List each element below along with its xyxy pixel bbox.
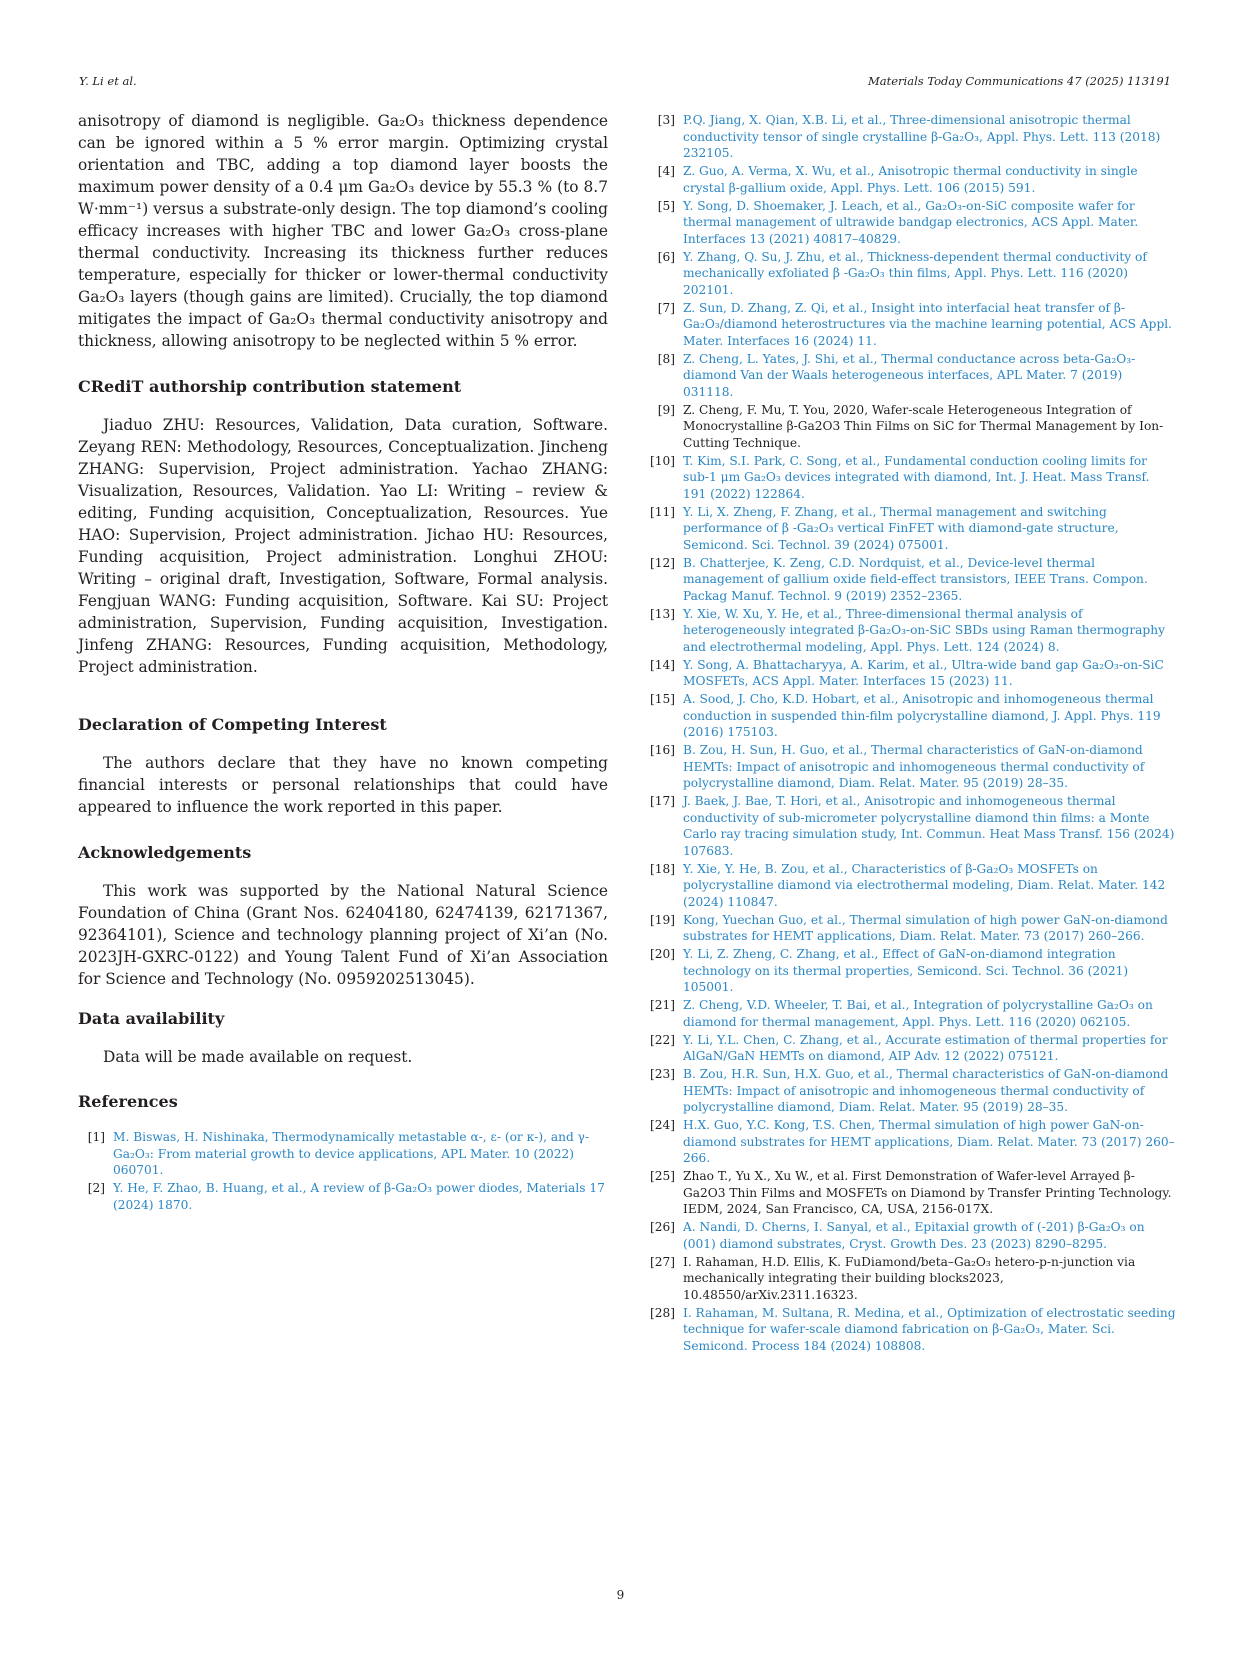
reference-item (648, 198, 1176, 248)
data-availability-heading: Data availability (78, 1009, 225, 1028)
reference-number: [18] (649, 861, 675, 876)
reference-number: [2] (87, 1181, 105, 1195)
reference-item (648, 997, 1176, 1030)
reference-number: [27] (649, 1254, 675, 1269)
reference-item (648, 946, 1176, 996)
reference-item (648, 1032, 1176, 1065)
reference-number: [12] (649, 555, 675, 570)
reference-number: [26] (649, 1220, 675, 1234)
reference-number: [14] (649, 657, 675, 672)
reference-link[interactable]: Y. He, F. Zhao, B. Huang, et al., A review of β-Ga₂O₃ power diodes, Materials 17 (2024) 1870. (113, 1181, 605, 1212)
reference-number: [23] (649, 1067, 675, 1081)
reference-item (648, 1066, 1176, 1116)
reference-link[interactable]: M. Biswas, H. Nishinaka, Thermodynamically metastable α-, ε- (or κ-), and γ-Ga₂O₃: From material growth to device applications, APL Mater. 10 (2022) 060701. (113, 1130, 590, 1177)
acknowledgements-heading: Acknowledgements (78, 843, 252, 862)
reference-link[interactable]: Y. Zhang, Q. Su, J. Zhu, et al., Thickness-dependent thermal conductivity of mechanically exfoliated β -Ga₂O₃ thin films, Appl. Phys. Lett. 116 (2020) 202101. (683, 249, 1147, 297)
reference-link[interactable]: B. Chatterjee, K. Zeng, C.D. Nordquist, et al., Device-level thermal management of gallium oxide field-effect transistors, IEEE Trans. Compon. Packag Manuf. Technol. 9 (2019) 2352–2365. (683, 555, 1148, 603)
reference-link[interactable]: B. Zou, H.R. Sun, H.X. Guo, et al., Thermal characteristics of GaN-on-diamond HEMTs: Impact of anisotropic and inhomogeneous thermal conductivity of polycrystalline diamond, Diam. Relat. Mater. 95 (2019) 28–35. (683, 1067, 1169, 1114)
conclusion-paragraph: anisotropy of diamond is negligible. Ga₂O₃ thickness dependence can be ignored within a 5 % error margin. Optimizing crystal orientation and TBC, adding a top diamond layer boosts the maximum power density of a 0.4 μm Ga₂O₃ device by 55.3 % (to 8.7 W·mm⁻¹) versus a substrate-only design. The top diamond’s cooling efficacy increases with higher TBC and lower Ga₂O₃ cross-plane thermal conductivity. Increasing its thickness further reduces temperature, especially for thicker or lower-thermal conductivity Ga₂O₃ layers (though gains are limited). Crucially, the top diamond mitigates the impact of Ga₂O₃ thermal conductivity anisotropy and thickness, allowing anisotropy to be neglected within 5 % error. (78, 112, 608, 350)
reference-item (648, 555, 1176, 605)
reference-link[interactable]: B. Zou, H. Sun, H. Guo, et al., Thermal characteristics of GaN-on-diamond HEMTs: Impact of anisotropic and inhomogeneous thermal conductivity of polycrystalline diamond, Diam. Relat. Mater. 95 (2019) 28–35. (683, 743, 1145, 790)
reference-link[interactable]: J. Baek, J. Bae, T. Hori, et al., Anisotropic and inhomogeneous thermal conductivity of sub-micrometer polycrystalline diamond thin films: a Monte Carlo ray tracing simulation study, Int. Commun. Heat Mass Transf. 156 (2024) 107683. (683, 794, 1175, 858)
reference-text: Zhao T., Yu X., Xu W., et al. First Demonstration of Wafer-level Arrayed β-Ga2O3 Thin Films and MOSFETs on Diamond by Transfer Printing Technology. IEDM, 2024, San Francisco, CA, USA, 2156-017X. (683, 1169, 1172, 1216)
reference-link[interactable]: Y. Li, Y.L. Chen, C. Zhang, et al., Accurate estimation of thermal properties for AlGaN/GaN HEMTs on diamond, AIP Adv. 12 (2022) 075121. (683, 1032, 1168, 1063)
reference-item (648, 249, 1176, 299)
reference-link[interactable]: A. Nandi, D. Cherns, I. Sanyal, et al., Epitaxial growth of (-201) β-Ga₂O₃ on (001) diamond substrates, Cryst. Growth Des. 23 (2023) 8290–8295. (683, 1220, 1145, 1251)
references-list-right (648, 112, 1176, 1356)
reference-number: [24] (649, 1118, 675, 1132)
reference-link[interactable]: Y. Li, Z. Zheng, C. Zhang, et al., Effect of GaN-on-diamond integration technology on its thermal properties, Semicond. Sci. Technol. 36 (2021) 105001. (683, 947, 1129, 994)
reference-text: I. Rahaman, H.D. Ellis, K. FuDiamond/beta–Ga₂O₃ hetero-p-n-junction via mechanically integrating their building blocks2023, 10.48550/arXiv.2311.16323. (683, 1254, 1136, 1302)
reference-number: [10] (649, 453, 675, 468)
reference-number: [6] (657, 249, 675, 264)
reference-number: [19] (649, 912, 675, 927)
reference-number: [11] (649, 504, 675, 519)
left-column (78, 110, 608, 1215)
reference-link[interactable]: Y. Song, D. Shoemaker, J. Leach, et al., Ga₂O₃-on-SiC composite wafer for thermal management of ultrawide bandgap electronics, ACS Appl. Mater. Interfaces 13 (2021) 40817–40829. (683, 198, 1139, 246)
reference-number: [5] (657, 198, 675, 213)
reference-number: [13] (649, 606, 675, 621)
reference-link[interactable]: Z. Sun, D. Zhang, Z. Qi, et al., Insight into interfacial heat transfer of β-Ga₂O₃/diamond heterostructures via the machine learning potential, ACS Appl. Mater. Interfaces 16 (2024) 11. (683, 300, 1173, 348)
reference-number: [21] (649, 998, 675, 1012)
reference-link[interactable]: Z. Cheng, L. Yates, J. Shi, et al., Thermal conductance across beta-Ga₂O₃-diamond Van der Waals heterogeneous interfaces, APL Mater. 7 (2019) 031118. (683, 351, 1136, 399)
reference-link[interactable]: T. Kim, S.I. Park, C. Song, et al., Fundamental conduction cooling limits for sub-1 μm Ga₂O₃ devices integrated with diamond, Int. J. Heat. Mass Transf. 191 (2022) 122864. (683, 453, 1150, 501)
reference-item (648, 402, 1176, 452)
reference-number: [7] (657, 300, 675, 315)
reference-number: [28] (649, 1305, 675, 1320)
credit-heading: CRediT authorship contribution statement (78, 377, 462, 396)
references-heading: References (78, 1092, 178, 1111)
acknowledgements-text: This work was supported by the National Natural Science Foundation of China (Grant Nos. 62404180, 62474139, 62171367, 92364101), Science and technology planning project of Xi’an (No. 2023JH-GXRC-0122) and Young Talent Fund of Xi’an Association for Science and Technology (No. 0959202513045). (78, 882, 608, 988)
reference-number: [17] (649, 794, 675, 808)
reference-item (648, 742, 1176, 792)
reference-item (648, 1168, 1176, 1218)
reference-item (648, 1254, 1176, 1304)
reference-item (648, 606, 1176, 656)
credit-text: Jiaduo ZHU: Resources, Validation, Data curation, Software. Zeyang REN: Methodology, Resources, Conceptualization. Jincheng ZHANG: Supervision, Project administration. Yachao ZHANG: Visualization, Resources, Validation. Yao LI: Writing – review & editing, Funding acquisition, Conceptualization, Resources. Yue HAO: Supervision, Project administration. Jichao HU: Resources, Funding acquisition, Project administration. Longhui ZHOU: Writing – original draft, Investigation, Software, Formal analysis. Fengjuan WANG: Funding acquisition, Software. Kai SU: Project administration, Supervision, Funding acquisition, Investigation. Jinfeng ZHANG: Resources, Funding acquisition, Methodology, Project administration. (78, 416, 608, 676)
reference-item (648, 300, 1176, 350)
reference-link[interactable]: A. Sood, J. Cho, K.D. Hobart, et al., Anisotropic and inhomogeneous thermal conduction in suspended thin-film polycrystalline diamond, J. Appl. Phys. 119 (2016) 175103. (683, 692, 1161, 739)
running-header-journal: Materials Today Communications 47 (2025) 113191 (868, 74, 1171, 88)
reference-link[interactable]: I. Rahaman, M. Sultana, R. Medina, et al., Optimization of electrostatic seeding technique for wafer-scale diamond fabrication on β-Ga₂O₃, Mater. Sci. Semicond. Process 184 (2024) 108808. (683, 1305, 1176, 1353)
reference-item (648, 1117, 1176, 1167)
reference-number: [15] (649, 692, 675, 706)
reference-link[interactable]: Kong, Yuechan Guo, et al., Thermal simulation of high power GaN-on-diamond substrates for HEMT applications, Diam. Relat. Mater. 73 (2017) 260–266. (683, 912, 1168, 943)
page-number: 9 (616, 1588, 625, 1602)
reference-link[interactable]: Y. Song, A. Bhattacharyya, A. Karim, et al., Ultra-wide band gap Ga₂O₃-on-SiC MOSFETs, ACS Appl. Mater. Interfaces 15 (2023) 11. (683, 657, 1164, 688)
reference-item (648, 912, 1176, 945)
reference-number: [4] (657, 164, 675, 178)
reference-link[interactable]: H.X. Guo, Y.C. Kong, T.S. Chen, Thermal simulation of high power GaN-on-diamond substrates for HEMT applications, Diam. Relat. Mater. 73 (2017) 260–266. (683, 1118, 1175, 1165)
reference-item (78, 1180, 608, 1213)
reference-item (648, 1219, 1176, 1252)
running-header-authors: Y. Li et al. (79, 74, 137, 88)
reference-item (648, 504, 1176, 554)
reference-text: Z. Cheng, F. Mu, T. You, 2020, Wafer-scale Heterogeneous Integration of Monocrystalline β-Ga2O3 Thin Films on SiC for Thermal Management by Ion-Cutting Technique. (683, 402, 1164, 450)
reference-item (648, 453, 1176, 503)
reference-link[interactable]: Z. Cheng, V.D. Wheeler, T. Bai, et al., Integration of polycrystalline Ga₂O₃ on diamond for thermal management, Appl. Phys. Lett. 116 (2020) 062105. (683, 998, 1153, 1029)
reference-link[interactable]: Y. Xie, W. Xu, Y. He, et al., Three-dimensional thermal analysis of heterogeneously integrated β-Ga₂O₃-on-SiC SBDs using Raman thermography and electrothermal modeling, Appl. Phys. Lett. 124 (2024) 8. (683, 606, 1165, 654)
reference-item (648, 657, 1176, 690)
reference-number: [25] (649, 1169, 675, 1183)
reference-item (78, 1129, 608, 1179)
reference-link[interactable]: Y. Li, X. Zheng, F. Zhang, et al., Thermal management and switching performance of β -Ga₂O₃ vertical FinFET with diamond-gate structure, Semicond. Sci. Technol. 39 (2024) 075001. (683, 504, 1119, 552)
reference-item (648, 691, 1176, 741)
reference-number: [9] (657, 402, 675, 417)
competing-text: The authors declare that they have no known competing financial interests or personal relationships that could have appeared to influence the work reported in this paper. (78, 754, 608, 816)
reference-item (648, 112, 1176, 162)
data-availability-text: Data will be made available on request. (103, 1048, 413, 1066)
reference-number: [1] (87, 1130, 105, 1144)
reference-link[interactable]: P.Q. Jiang, X. Qian, X.B. Li, et al., Three-dimensional anisotropic thermal conductivity tensor of single crystalline β-Ga₂O₃, Appl. Phys. Lett. 113 (2018) 232105. (683, 113, 1161, 160)
references-list-left (78, 1129, 608, 1213)
reference-number: [16] (649, 743, 675, 757)
reference-item (648, 861, 1176, 911)
reference-number: [8] (657, 351, 675, 366)
reference-item (648, 351, 1176, 401)
reference-number: [20] (649, 947, 675, 961)
reference-number: [3] (657, 113, 675, 127)
reference-number: [22] (649, 1032, 675, 1047)
reference-link[interactable]: Z. Guo, A. Verma, X. Wu, et al., Anisotropic thermal conductivity in single crystal β-gallium oxide, Appl. Phys. Lett. 106 (2015) 591. (683, 164, 1138, 195)
reference-item (648, 1305, 1176, 1355)
reference-item (648, 793, 1176, 859)
reference-item (648, 163, 1176, 196)
competing-heading: Declaration of Competing Interest (78, 715, 387, 734)
reference-link[interactable]: Y. Xie, Y. He, B. Zou, et al., Characteristics of β-Ga₂O₃ MOSFETs on polycrystalline diamond via electrothermal modeling, Diam. Relat. Mater. 142 (2024) 110847. (683, 861, 1166, 909)
